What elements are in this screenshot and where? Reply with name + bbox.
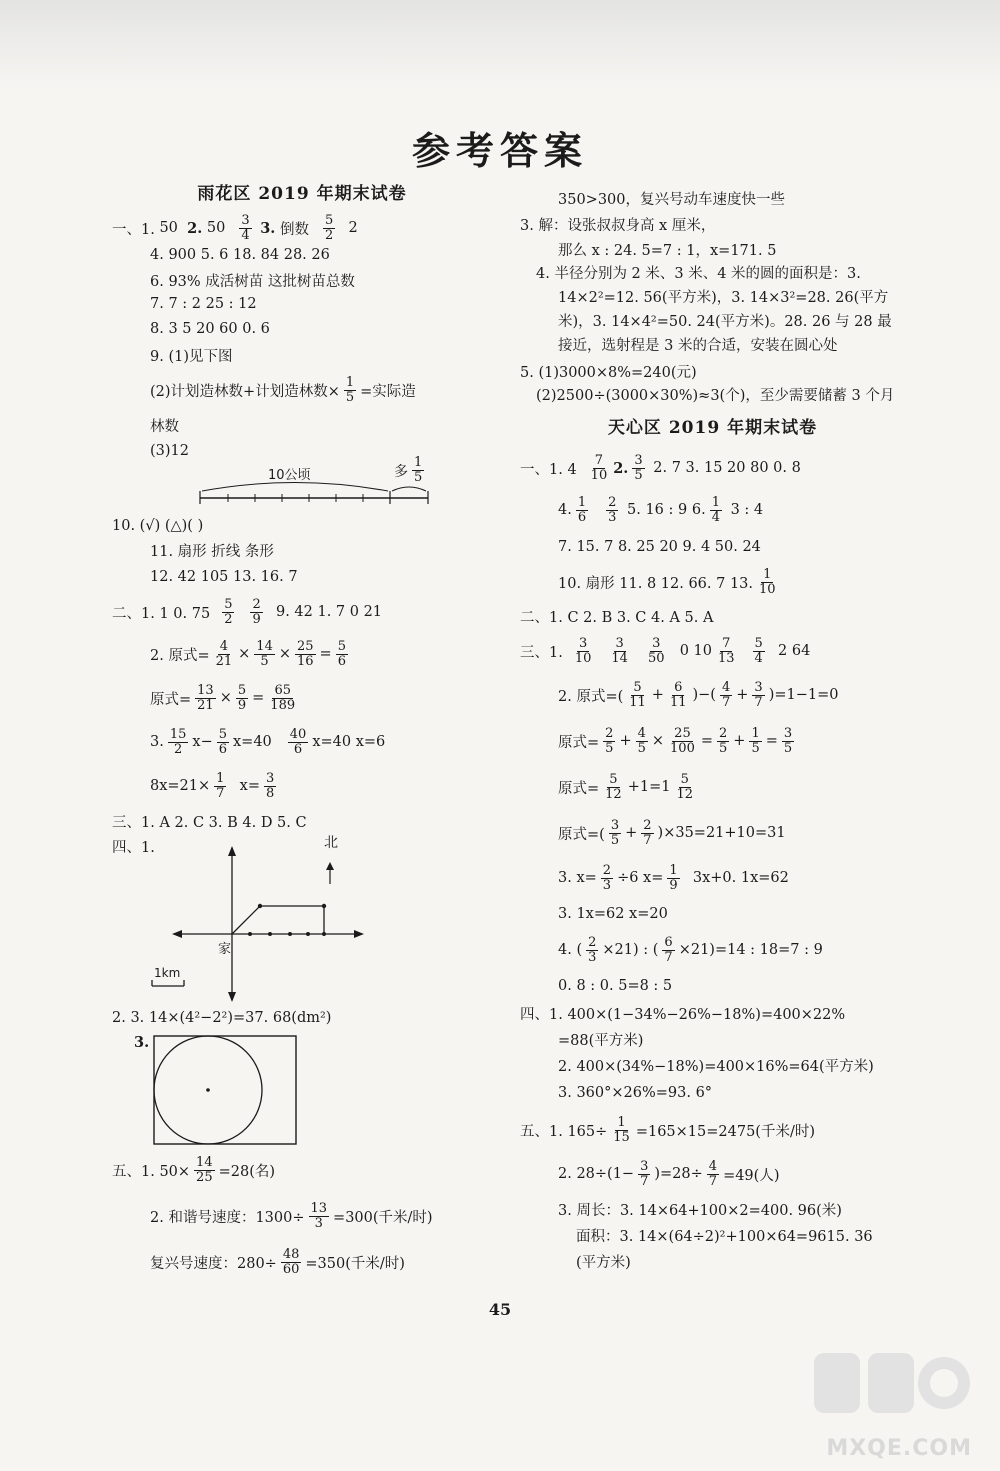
- answer-t4-1b: =88(平方米): [558, 1032, 644, 1049]
- answer-1-4: 4. 900 5. 6 18. 84 28. 26: [150, 247, 330, 263]
- answer-r3b: 那么 x : 24. 5=7 : 1，x=171. 5: [558, 242, 777, 259]
- answer-r5-1: 5. (1)3000×8%=240(元): [520, 364, 697, 381]
- answer-4-1: 四、1.: [112, 839, 155, 856]
- circle-in-rect-figure: [112, 1032, 492, 1148]
- answer-t5-2: 2. 28÷(1− $\frac{3}{7}$ )=28÷ $\frac{4}{7}$ =49(人): [558, 1158, 780, 1189]
- answer-4-2: 2. 3. 14×(4²−2²)=37. 68(dm²): [112, 1010, 332, 1026]
- answer-t4-3: 3. 360°×26%=93. 6°: [558, 1085, 713, 1101]
- answer-t3-2d: 原式=( $\frac{3}{5}$ + $\frac{2}{7}$ )×35=21+10=31: [558, 817, 786, 848]
- answer-t3-2c: 原式= $\frac{5}{12}$ +1=1 $\frac{5}{12}$: [558, 771, 693, 802]
- north-label: 北: [324, 835, 338, 851]
- segment-diagram: [112, 455, 492, 514]
- answer-1-9-2: (2)计划造林数+计划造林数× $\frac{1}{5}$ =实际造: [150, 374, 416, 405]
- answer-5-2: 2. 和谐号速度：1300÷ $\frac{13}{3}$ =300(千米/时): [150, 1200, 433, 1231]
- answer-1-1: 一、1. 50 2. 50 $\frac{3}{4}$ 3. 倒数 $\frac{5}{2}$ 2: [112, 212, 358, 243]
- answer-1-12: 12. 42 105 13. 16. 7: [150, 569, 298, 585]
- answer-r3: 3. 解：设张叔叔身高 x 厘米，: [520, 217, 716, 234]
- answer-t4-1: 四、1. 400×(1−34%−26%−18%)=400×22%: [520, 1006, 846, 1023]
- answer-5-3: 复兴号速度：280÷ $\frac{48}{60}$ =350(千米/时): [150, 1246, 405, 1277]
- answer-t5-3c: (平方米): [576, 1254, 631, 1271]
- answer-2-1: 二、1. 1 0. 75 $\frac{5}{2}$ $\frac{2}{9}$ 9. 42 1. 7 0 21: [112, 596, 383, 627]
- answer-t1-1: 一、1. 4 $\frac{7}{10}$ 2. $\frac{3}{5}$ 2. 7 3. 15 20 80 0. 8: [520, 452, 801, 483]
- answer-t5-1: 五、1. 165÷ $\frac{1}{15}$ =165×15=2475(千米/时): [520, 1114, 816, 1145]
- answer-t5-3b: 面积：3. 14×(64÷2)²+100×64=9615. 36: [576, 1228, 873, 1245]
- answer-t5-3: 3. 周长：3. 14×64+100×2=400. 96(米): [558, 1202, 842, 1219]
- answer-4-3: 3.: [134, 1034, 150, 1051]
- answer-t2: 二、1. C 2. B 3. C 4. A 5. A: [520, 609, 714, 626]
- answer-1-10: 10. (√) (△)( ): [112, 518, 204, 534]
- answer-t4-2: 2. 400×(34%−18%)=400×16%=64(平方米): [558, 1058, 874, 1075]
- answer-2-2a: 2. 原式= $\frac{4}{21}$ × $\frac{14}{5}$ × $\frac{25}{16}$ = $\frac{5}{6}$: [150, 638, 346, 669]
- answer-2-3a: 3. $\frac{15}{2}$ x− $\frac{5}{6}$ x=40 $\frac{40}{6}$ x=40 x=6: [150, 726, 386, 757]
- answer-2-3b: 8x=21× $\frac{1}{7}$ x= $\frac{3}{8}$: [150, 770, 275, 801]
- segment-more-label: 多 $\frac{1}{5}$: [394, 455, 423, 485]
- answer-r4: 4. 半径分别为 2 米、3 米、4 米的圆的面积是：3. 14×2²=12. 56(平方米)，3. 14×3²=28. 26(平方米)，3. 14×4²=50. 24(平方米)。28. 26 与 28 最接近，选射程是 3 米的合适，安装在圆心处: [536, 266, 892, 354]
- segment-label: 10公顷: [268, 468, 311, 483]
- section-heading-tianxin: 天心区 2019 年期末试卷: [607, 418, 818, 438]
- answer-t3-4a: 4. ( $\frac{2}{3}$ ×21) : ( $\frac{6}{7}$ ×21)=14 : 18=7 : 9: [558, 934, 823, 965]
- scale-label: 1km: [154, 966, 181, 980]
- answer-t1-10: 10. 扇形 11. 8 12. 66. 7 13. $\frac{1}{10}$: [558, 566, 776, 597]
- page-title: 参考答案: [411, 128, 588, 173]
- answer-t3-3a: 3. x= $\frac{2}{3}$ ÷6 x= $\frac{1}{9}$ 3x+0. 1x=62: [558, 862, 789, 893]
- answer-t3-2a: 2. 原式=( $\frac{5}{11}$ + $\frac{6}{11}$ )−( $\frac{4}{7}$ + $\frac{3}{7}$ )=1−1=0: [558, 679, 839, 710]
- right-column: [520, 180, 905, 1274]
- answer-1-6: 6. 93% 成活树苗 这批树苗总数: [150, 273, 355, 290]
- answer-1-7: 7. 7 : 2 25 : 12: [150, 296, 257, 312]
- answer-t1-7: 7. 15. 7 8. 25 20 9. 4 50. 24: [558, 539, 761, 555]
- answer-t3-1: 三、1. $\frac{3}{10}$ $\frac{3}{14}$ $\frac{3}{50}$ 0 10 $\frac{7}{13}$ $\frac{5}{4}$ 2 64: [520, 635, 811, 666]
- answer-t1-4: 4. $\frac{1}{6}$ $\frac{2}{3}$ 5. 16 : 9 6. $\frac{1}{4}$ 3 : 4: [558, 494, 764, 525]
- answer-3: 三、1. A 2. C 3. B 4. D 5. C: [112, 814, 307, 831]
- answer-5-1: 五、1. 50× $\frac{14}{25}$ =28(名): [112, 1154, 276, 1185]
- scan-shadow: [0, 0, 1000, 90]
- answer-r0: 350>300，复兴号动车速度快一些: [558, 191, 786, 208]
- answer-t3-3b: 3. 1x=62 x=20: [558, 906, 668, 922]
- answer-2-2b: 原式= $\frac{13}{21}$ × $\frac{5}{9}$ = $\frac{65}{189}$: [150, 682, 296, 713]
- answer-t3-2b: 原式= $\frac{2}{5}$ + $\frac{4}{5}$ × $\frac{25}{100}$ = $\frac{2}{5}$ + $\frac{1}{5}$ = $\frac{3}{5}$: [558, 725, 793, 756]
- logo-url: MXQE.COM: [826, 1436, 972, 1461]
- answer-1-8: 8. 3 5 20 60 0. 6: [150, 321, 270, 337]
- home-label: 家: [218, 942, 232, 957]
- answer-r5-2: (2)2500÷(3000×30%)≈3(个)，至少需要储蓄 3 个月: [536, 388, 895, 404]
- section-heading-yuhua: 雨花区 2019 年期末试卷: [197, 184, 407, 204]
- answer-1-11: 11. 扇形 折线 条形: [150, 543, 274, 560]
- answer-logo-icon: [812, 1345, 972, 1435]
- answer-t3-4b: 0. 8 : 0. 5=8 : 5: [558, 978, 673, 994]
- answer-1-9-3: (3)12: [150, 443, 189, 459]
- left-column: [112, 180, 492, 1284]
- circle-rect-svg: [112, 1032, 492, 1148]
- page-number: 45: [488, 1300, 512, 1319]
- answer-1-9-2-cont: 林数: [150, 418, 179, 435]
- answer-1-9: 9. (1)见下图: [150, 348, 233, 365]
